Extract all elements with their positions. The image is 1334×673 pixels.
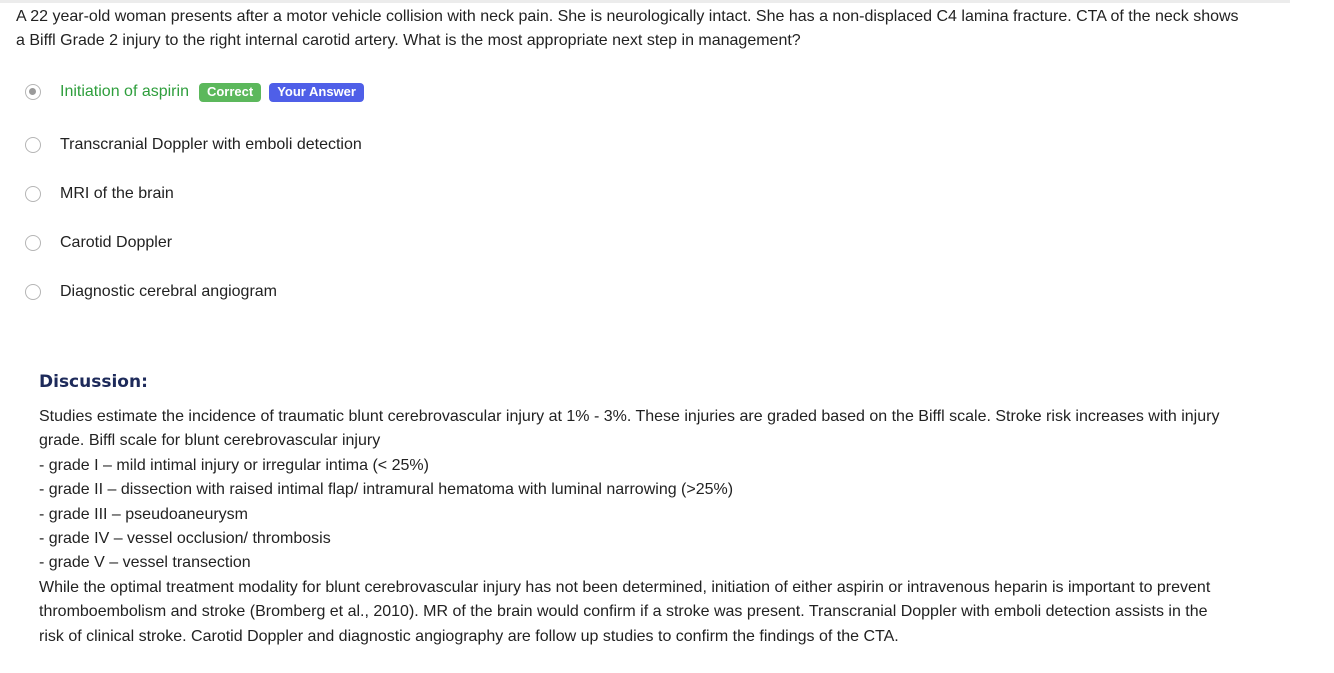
option-mri-brain[interactable] bbox=[25, 182, 925, 206]
option-initiation-of-aspirin[interactable] bbox=[25, 80, 925, 104]
grade-item: - grade V – vessel transection bbox=[39, 554, 251, 572]
discussion-title: Discussion: bbox=[39, 372, 148, 392]
grade-item: - grade I – mild intimal injury or irregular intima (< 25%) bbox=[39, 456, 429, 474]
answer-options bbox=[25, 80, 925, 304]
discussion-section bbox=[39, 370, 1229, 649]
question-text: A 22 year-old woman presents after a motor vehicle collision with neck pain. She is neurologically intact. She has a non-displaced C4 lamina fracture. CTA of the neck shows a Biffl Grade 2 injury to the right internal carotid artery. What is the most appropriate next step in management? bbox=[16, 8, 1239, 49]
correct-badge: Correct bbox=[199, 83, 261, 102]
radio-selected-icon[interactable] bbox=[25, 84, 41, 100]
your-answer-badge: Your Answer bbox=[269, 83, 364, 102]
option-label: Carotid Doppler bbox=[60, 234, 173, 251]
option-transcranial-doppler[interactable] bbox=[25, 133, 925, 157]
option-carotid-doppler[interactable] bbox=[25, 231, 925, 255]
radio-icon[interactable] bbox=[25, 137, 41, 153]
option-diagnostic-cerebral-angiogram[interactable] bbox=[25, 280, 925, 304]
discussion-body bbox=[39, 405, 1229, 649]
discussion-conclusion: While the optimal treatment modality for blunt cerebrovascular injury has not been determined, initiation of either aspirin or intravenous heparin is important to prevent thromboembolism and stroke (Bromberg et al., 2010). MR of the brain would confirm if a stroke was present. Transcranial Doppler with emboli detection assists in the risk of clinical stroke. Carotid Doppler and diagnostic angiography are follow up studies to confirm the findings of the CTA. bbox=[39, 578, 1211, 645]
grade-item: - grade IV – vessel occlusion/ thrombosis bbox=[39, 530, 331, 548]
radio-icon[interactable] bbox=[25, 186, 41, 202]
option-label: Transcranial Doppler with emboli detection bbox=[60, 136, 362, 153]
grade-item: - grade II – dissection with raised intimal flap/ intramural hematoma with luminal narrowing (>25%) bbox=[39, 481, 734, 499]
top-divider bbox=[0, 0, 1290, 3]
discussion-intro: Studies estimate the incidence of traumatic blunt cerebrovascular injury at 1% - 3%. These injuries are graded based on the Biffl scale. Stroke risk increases with injury grade. Biffl scale for blunt cerebrovascular injury bbox=[39, 408, 1220, 450]
radio-icon[interactable] bbox=[25, 235, 41, 251]
option-label: MRI of the brain bbox=[60, 185, 174, 202]
option-label: Initiation of aspirin bbox=[60, 83, 189, 100]
option-label: Diagnostic cerebral angiogram bbox=[60, 283, 277, 300]
grade-item: - grade III – pseudoaneurysm bbox=[39, 505, 249, 523]
radio-icon[interactable] bbox=[25, 284, 41, 300]
